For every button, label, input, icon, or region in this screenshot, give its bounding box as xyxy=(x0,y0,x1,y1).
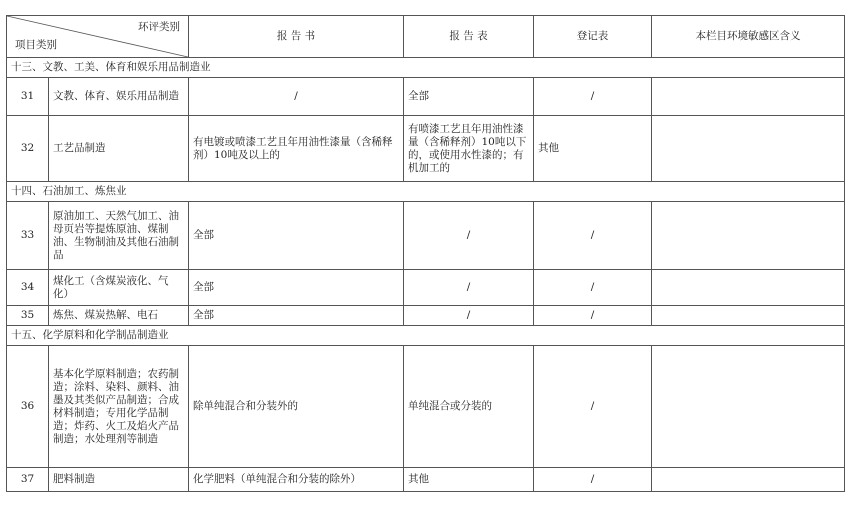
report-table-cell: 单纯混合或分装的 xyxy=(404,346,534,468)
table-row xyxy=(7,116,845,182)
report-table-cell: 其他 xyxy=(404,468,534,492)
header-report-book: 报 告 书 xyxy=(189,16,404,58)
diagonal-corner-header xyxy=(7,16,189,58)
report-book-cell: 全部 xyxy=(189,270,404,306)
corner-label-eia-category: 环评类别 xyxy=(138,21,180,33)
register-cell: / xyxy=(534,306,652,326)
table-row xyxy=(7,78,845,116)
section-title: 十三、文教、工美、体育和娱乐用品制造业 xyxy=(7,58,845,78)
report-table-cell: 全部 xyxy=(404,78,534,116)
report-book-cell: 全部 xyxy=(189,202,404,270)
project-category: 工艺品制造 xyxy=(49,116,189,182)
project-category: 炼焦、煤炭热解、电石 xyxy=(49,306,189,326)
row-number: 35 xyxy=(7,306,49,326)
report-book-cell: 全部 xyxy=(189,306,404,326)
table-header-row xyxy=(7,16,845,58)
corner-label-project-category: 项目类别 xyxy=(15,39,57,51)
section-row xyxy=(7,182,845,202)
project-category: 文教、体育、娱乐用品制造 xyxy=(49,78,189,116)
sensitive-area-cell xyxy=(652,78,845,116)
report-table-cell: / xyxy=(404,202,534,270)
register-cell: / xyxy=(534,78,652,116)
table-row xyxy=(7,270,845,306)
report-book-cell: 除单纯混合和分装外的 xyxy=(189,346,404,468)
row-number: 34 xyxy=(7,270,49,306)
report-table-cell: 有喷漆工艺且年用油性漆量（含稀释剂）10吨以下的，或使用水性漆的；有机加工的 xyxy=(404,116,534,182)
table-row xyxy=(7,468,845,492)
header-report-table: 报 告 表 xyxy=(404,16,534,58)
section-row xyxy=(7,326,845,346)
sensitive-area-cell xyxy=(652,202,845,270)
register-cell: / xyxy=(534,202,652,270)
report-table-cell: / xyxy=(404,270,534,306)
header-sensitive-area: 本栏目环境敏感区含义 xyxy=(652,16,845,58)
row-number: 37 xyxy=(7,468,49,492)
section-title: 十五、化学原料和化学制品制造业 xyxy=(7,326,845,346)
report-book-cell: 有电镀或喷漆工艺且年用油性漆量（含稀释剂）10吨及以上的 xyxy=(189,116,404,182)
register-cell: / xyxy=(534,468,652,492)
row-number: 31 xyxy=(7,78,49,116)
row-number: 36 xyxy=(7,346,49,468)
row-number: 32 xyxy=(7,116,49,182)
sensitive-area-cell xyxy=(652,116,845,182)
header-register: 登记表 xyxy=(534,16,652,58)
project-category: 肥料制造 xyxy=(49,468,189,492)
section-row xyxy=(7,58,845,78)
report-book-cell: 化学肥料（单纯混合和分装的除外） xyxy=(189,468,404,492)
report-table-cell: / xyxy=(404,306,534,326)
row-number: 33 xyxy=(7,202,49,270)
eia-catalog-table xyxy=(6,15,845,492)
sensitive-area-cell xyxy=(652,468,845,492)
sensitive-area-cell xyxy=(652,306,845,326)
sensitive-area-cell xyxy=(652,346,845,468)
register-cell: / xyxy=(534,346,652,468)
register-cell: 其他 xyxy=(534,116,652,182)
table-row xyxy=(7,202,845,270)
sensitive-area-cell xyxy=(652,270,845,306)
table-row xyxy=(7,346,845,468)
project-category: 煤化工（含煤炭液化、气化） xyxy=(49,270,189,306)
project-category: 原油加工、天然气加工、油母页岩等提炼原油、煤制油、生物制油及其他石油制品 xyxy=(49,202,189,270)
table-row xyxy=(7,306,845,326)
register-cell: / xyxy=(534,270,652,306)
report-book-cell: / xyxy=(189,78,404,116)
project-category: 基本化学原料制造；农药制造；涂料、染料、颜料、油墨及其类似产品制造；合成材料制造；专用化学品制造；炸药、火工及焰火产品制造；水处理剂等制造 xyxy=(49,346,189,468)
section-title: 十四、石油加工、炼焦业 xyxy=(7,182,845,202)
